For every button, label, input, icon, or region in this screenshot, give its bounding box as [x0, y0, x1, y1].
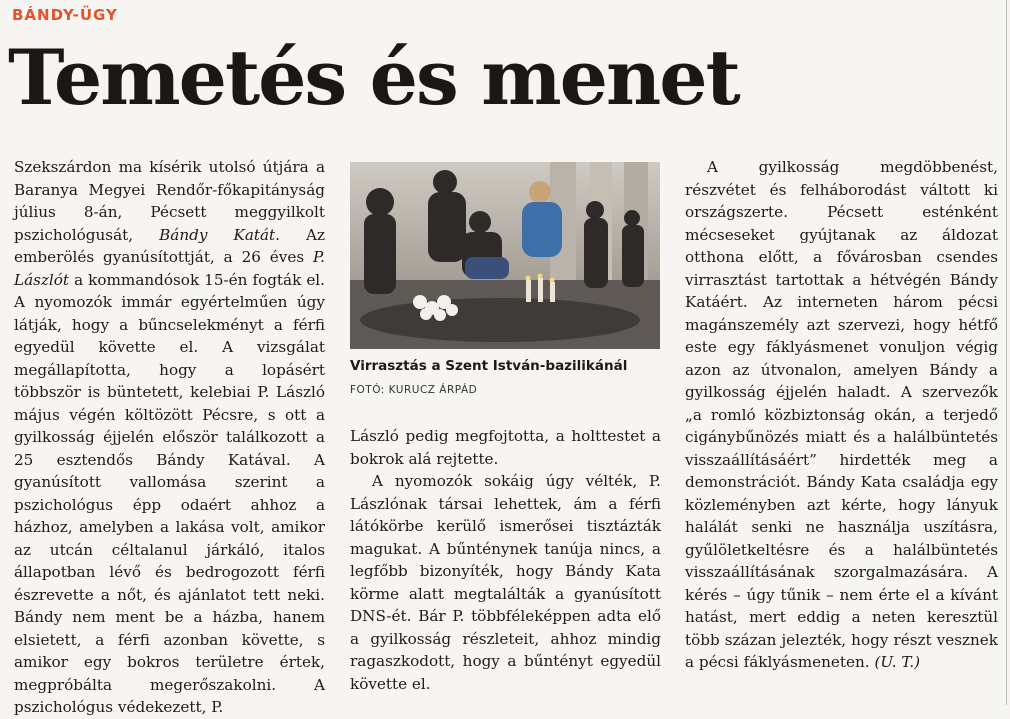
column-2-paragraph-1: László pedig megfojtotta, a holttestet a bokrok alá rejtette.	[350, 427, 661, 468]
article-column-3	[685, 156, 998, 674]
column-3-paragraph	[685, 156, 998, 674]
italic-name: Bándy Katát	[159, 225, 276, 244]
italic-name: P. Lászlót	[14, 248, 325, 289]
photo-credit: FOTÓ: KURUCZ ÁRPÁD	[350, 384, 478, 396]
photo-image	[350, 162, 660, 349]
text-run: . Az emberölés gyanúsítottját, a 26 éves	[14, 225, 325, 266]
column-1-paragraph	[14, 156, 325, 719]
article-column-1	[14, 156, 325, 719]
article-column-2	[350, 425, 661, 695]
photo-caption: Virrasztás a Szent István-bazilikánál	[350, 358, 628, 374]
page-edge-rule	[1006, 0, 1007, 705]
text-run: Szekszárdon ma kísérik utolsó útjára a Baranya Megyei Rendőr-főkapitányság július 8-án, Pécsett meggyilkolt pszichológusát,	[14, 158, 325, 244]
headline: Temetés és menet	[8, 33, 739, 122]
section-kicker: BÁNDY-ÜGY	[12, 6, 118, 24]
text-run: a kommandósok 15-én fogták el. A nyomozók immár egyértelműen úgy látják, hogy a bűncselekményt a férfi egyedül követte el. A vizsgálat megállapította, hogy a lopásért többször is büntetett, kelebiai P. László május végén költözött Pécsre, s ott a gyilkosság éjjelén először találkozott a 25 esztendős Bándy Katával. A gyanúsított vallomása szerint a pszichológus épp odaért ahhoz a házhoz, amelyben a lakása volt, amikor az utcán céltalanul járkáló, italos állapotban lévő és bedrogozott férfi észrevette a nőt, és ajánlatot tett neki. Bándy nem ment be a házba, hanem elsietett, a férfi azonban követte, s amikor egy bokros területre értek, megpróbálta megerőszakolni. A pszichológus védekezett, P.	[14, 270, 325, 716]
vigil-photo	[350, 162, 660, 349]
text-run: A gyilkosság megdöbbenést, részvétet és felháborodást váltott ki országszerte. Pécsett esténként mécseseket gyújtanak az áldozat otthona előtt, a fővárosban csendes virrasztást tartottak a hétvégén Bándy Katáért. Az interneten három pécsi magánszemély azt szervezi, hogy hétfő este egy fáklyásmenet vonuljon végig azon az útvonalon, amelyen Bándy a gyilkosság éjjelén haladt. A szervezők „a romló közbiztonság okán, a terjedő cigánybűnözés miatt és a halálbüntetés visszaállításáért” hirdették meg a demonstrációt. Bándy Kata családja egy közleményben azt kérte, hogy lányuk halálát senki ne használja uszításra, gyűlöletkeltésre és a halálbüntetés visszaállításának szorgalmazására. A kérés – úgy tűnik – nem érte el a kívánt hatást, mert eddig a neten keresztül több százan jelezték, hogy részt vesznek a pécsi fáklyásmeneten.	[685, 158, 998, 671]
author-initials: (U. T.)	[874, 653, 921, 671]
column-2-paragraph-2: A nyomozók sokáig úgy vélték, P. Lászlónak társai lehettek, ám a férfi látókörbe kerülő ismerősei tisztázták magukat. A bűnténynek tanúja nincs, a legfőbb bizonyíték, hogy Bándy Kata körme alatt megtalálták a gyanúsított DNS-ét. Bár P. többféleképpen adta elő a gyilkosság részleteit, ahhoz mindig ragaszkodott, hogy a bűntényt egyedül követte el.	[350, 472, 661, 693]
